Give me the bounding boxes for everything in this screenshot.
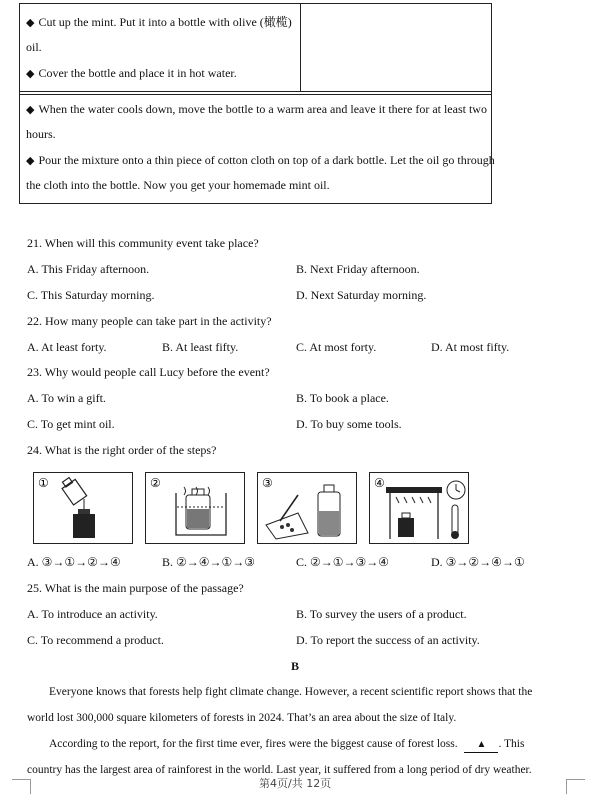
blank-triangle-icon: ▲ [476, 739, 487, 750]
step-picture-4 [369, 472, 469, 544]
q24-option-c[interactable]: C. ②→①→③→④ [296, 555, 390, 569]
page-corner-mark-right [566, 779, 585, 794]
q25-option-c[interactable]: C. To recommend a product. [27, 633, 164, 647]
q25-option-a[interactable]: A. To introduce an activity. [27, 607, 158, 621]
q23-option-d[interactable]: D. To buy some tools. [296, 417, 402, 431]
step-picture-2 [145, 472, 245, 544]
passage-b-line-1: Everyone knows that forests help fight climate change. However, a recent scientific report shows that the [49, 686, 533, 698]
table-step-pour-mixture: ◆ Pour the mixture onto a thin piece of cotton cloth on top of a dark bottle. Let the oil go through [26, 153, 495, 168]
q25-option-d[interactable]: D. To report the success of an activity. [296, 633, 480, 647]
hot-water-illustration [146, 473, 244, 543]
question-25: 25. What is the main purpose of the passage? [27, 581, 244, 595]
step-picture-1 [33, 472, 133, 544]
question-22: 22. How many people can take part in the activity? [27, 314, 272, 328]
cut-mint-illustration [258, 473, 356, 543]
question-24: 24. What is the right order of the steps? [27, 443, 217, 457]
table-step-water-cools-cont: hours. [26, 127, 56, 141]
table-step-water-cools: ◆ When the water cools down, move the bottle to a warm area and leave it there for at least two [26, 102, 487, 117]
pour-oil-illustration [34, 473, 132, 543]
picture-number-1: ① [38, 476, 49, 490]
q23-option-c[interactable]: C. To get mint oil. [27, 417, 115, 431]
q22-option-a[interactable]: A. At least forty. [27, 340, 107, 354]
q22-option-c[interactable]: C. At most forty. [296, 340, 377, 354]
q22-option-d[interactable]: D. At most fifty. [431, 340, 510, 354]
question-23: 23. Why would people call Lucy before the event? [27, 365, 270, 379]
q22-option-b[interactable]: B. At least fifty. [162, 340, 239, 354]
passage-b-line-3 [49, 737, 524, 753]
q21-option-b[interactable]: B. Next Friday afternoon. [296, 262, 420, 276]
q21-option-d[interactable]: D. Next Saturday morning. [296, 288, 427, 302]
passage-b-line-2: world lost 300,000 square kilometers of forests in 2024. That’s an area about the size of Italy. [27, 712, 457, 724]
picture-number-3: ③ [262, 476, 273, 490]
q24-option-d[interactable]: D. ③→②→④→① [431, 555, 525, 569]
question-21: 21. When will this community event take place? [27, 236, 259, 250]
q23-option-a[interactable]: A. To win a gift. [27, 391, 106, 405]
section-b-heading: B [291, 659, 300, 673]
passage-b-line-3-text: According to the report, for the first time ever, fires were the biggest cause of forest loss. [49, 738, 458, 750]
q24-option-b[interactable]: B. ②→④→①→③ [162, 555, 256, 569]
answer-blank[interactable] [464, 737, 498, 753]
table-row-divider-double [19, 94, 491, 95]
q21-option-c[interactable]: C. This Saturday morning. [27, 288, 155, 302]
passage-b-line-4: country has the largest area of rainforest in the world. Last year, it suffered from a long period of dry weather. [27, 764, 532, 776]
q25-option-b[interactable]: B. To survey the users of a product. [296, 607, 467, 621]
q23-option-b[interactable]: B. To book a place. [296, 391, 389, 405]
table-step-pour-mixture-cont: the cloth into the bottle. Now you get your homemade mint oil. [26, 178, 330, 192]
warm-area-illustration [370, 473, 468, 543]
picture-number-4: ④ [374, 476, 385, 490]
table-step-cut-mint-cont: oil. [26, 40, 42, 54]
picture-number-2: ② [150, 476, 161, 490]
table-column-divider [300, 3, 301, 91]
table-step-cover-bottle: ◆ Cover the bottle and place it in hot water. [26, 66, 237, 81]
page-number: 第4页/共 12页 [259, 777, 332, 790]
passage-b-line-3-end: . This [498, 738, 525, 750]
table-step-cut-mint: ◆ Cut up the mint. Put it into a bottle with olive (橄榄) [26, 15, 292, 30]
q21-option-a[interactable]: A. This Friday afternoon. [27, 262, 150, 276]
q24-option-a[interactable]: A. ③→①→②→④ [27, 555, 121, 569]
table-row-divider [19, 91, 491, 92]
step-picture-3 [257, 472, 357, 544]
page-corner-mark-left [12, 779, 31, 794]
